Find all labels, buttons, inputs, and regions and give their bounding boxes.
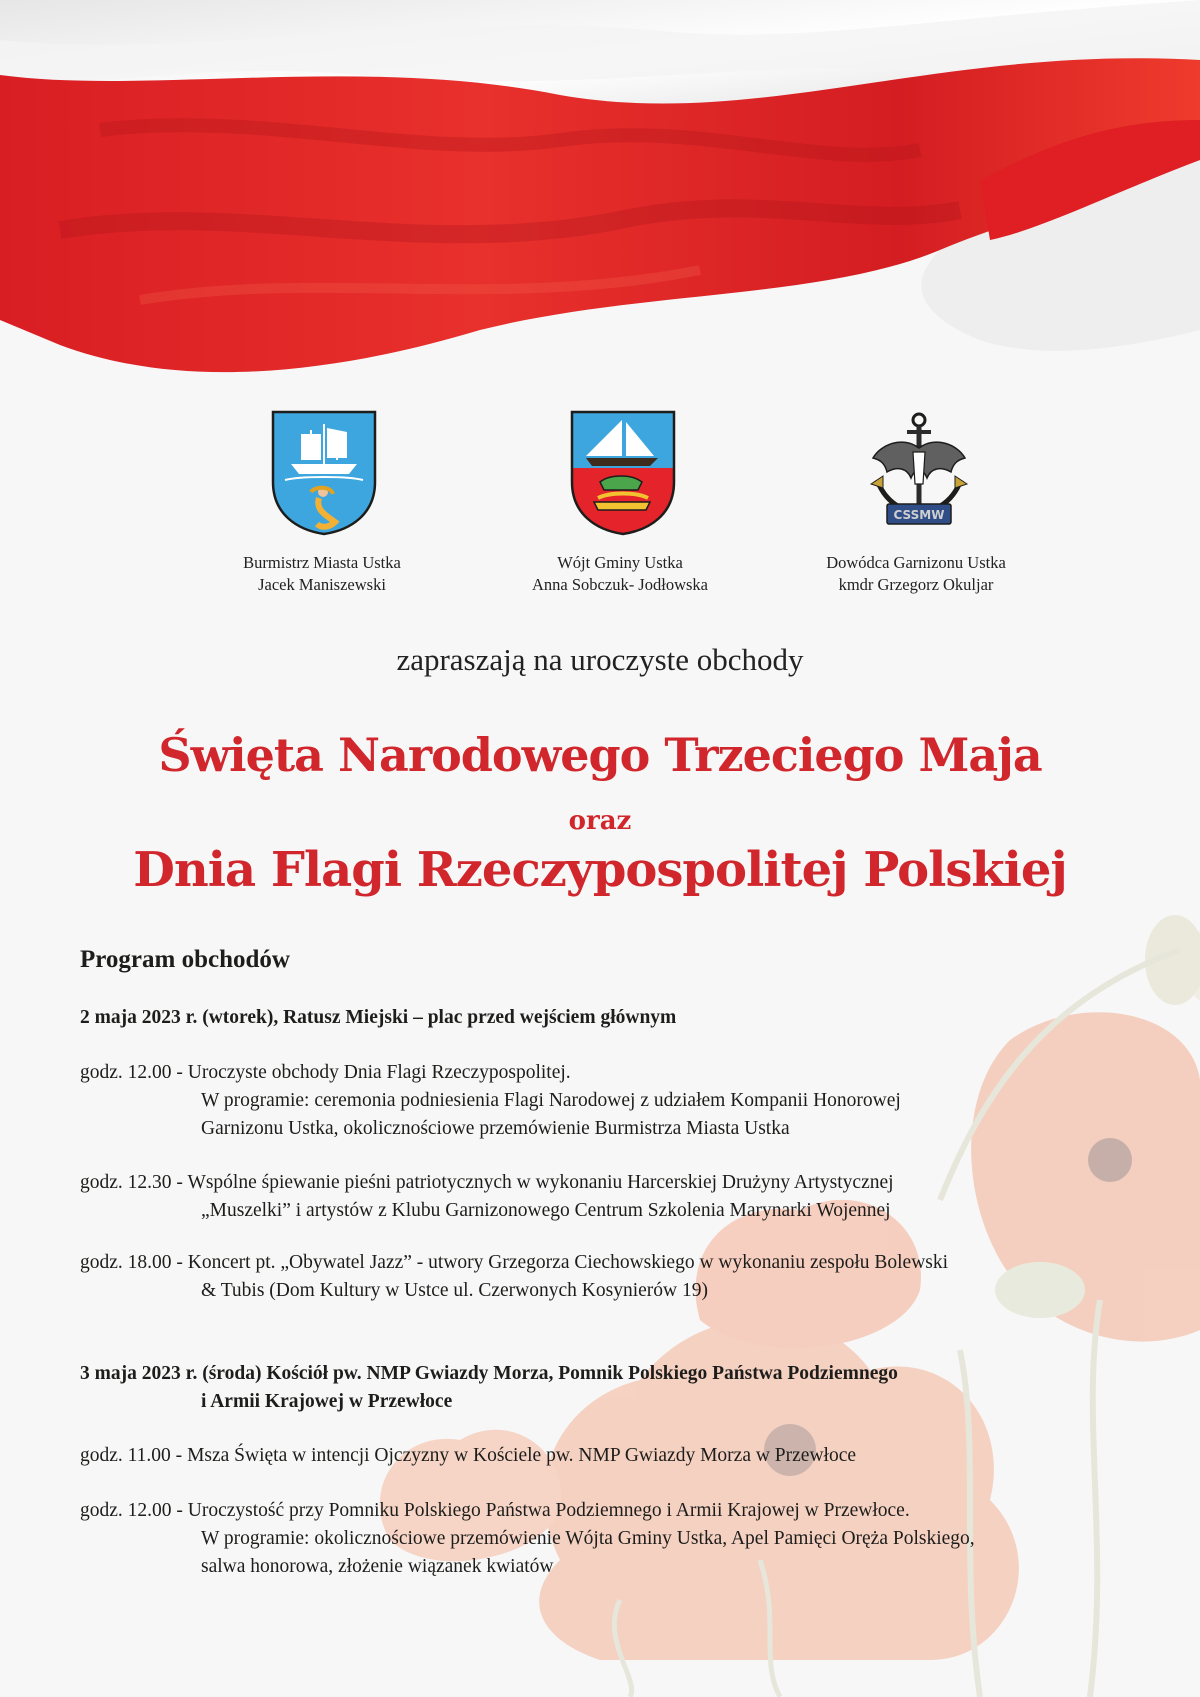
event-description: Koncert pt. „Obywatel Jazz” - utwory Grzegorza Ciechowskiego w wykonaniu zespołu Bolewski — [187, 1252, 949, 1273]
organizer-commune-head — [490, 552, 750, 596]
event-description: W programie: ceremonia podniesienia Flagi Narodowej z udziałem Kompanii Honorowej — [201, 1090, 901, 1111]
day-heading — [80, 1360, 898, 1416]
event-description: Uroczystość przy Pomniku Polskiego Państwa Podziemnego i Armii Krajowej w Przewłoce. — [187, 1500, 910, 1521]
event-time: godz. 12.00 - — [80, 1062, 183, 1083]
event-description: W programie: okolicznościowe przemówienie Wójta Gminy Ustka, Apel Pamięci Oręża Polskiego, — [201, 1528, 975, 1549]
event-time: godz. 18.00 - — [80, 1252, 183, 1273]
day-heading-line: 3 maja 2023 r. (środa) Kościół pw. NMP Gwiazdy Morza, Pomnik Polskiego Państwa Podziemnego — [80, 1363, 898, 1384]
organizer-garrison-commander — [786, 552, 1046, 596]
day-heading-line: 2 maja 2023 r. (wtorek), Ratusz Miejski – plac przed wejściem głównym — [80, 1007, 677, 1028]
program-event — [80, 1249, 948, 1305]
program-event — [80, 1169, 894, 1225]
organizer-role: Burmistrz Miasta Ustka — [243, 553, 401, 572]
program-event — [80, 1497, 975, 1581]
event-time: godz. 12.30 - — [80, 1172, 183, 1193]
emblem-badge-text: CSSMW — [893, 508, 945, 522]
organizer-role: Wójt Gminy Ustka — [557, 553, 683, 572]
main-title-connector: oraz — [568, 806, 632, 836]
main-title-line2: Dnia Flagi Rzeczypospolitej Polskiej — [133, 842, 1067, 898]
day-heading-line: i Armii Krajowej w Przewłoce — [201, 1391, 453, 1412]
event-description: Msza Święta w intencji Ojczyzny w Kościele pw. NMP Gwiazdy Morza w Przewłoce — [187, 1445, 857, 1466]
organizer-name: Jacek Maniszewski — [258, 575, 386, 594]
organizer-town-mayor — [192, 552, 452, 596]
program-event — [80, 1442, 856, 1470]
organizer-name: kmdr Grzegorz Okuljar — [838, 575, 994, 594]
polish-flag-banner — [0, 0, 1200, 420]
event-time: godz. 11.00 - — [80, 1445, 183, 1466]
invitation-text: zapraszają na uroczyste obchody — [396, 642, 804, 677]
naval-training-centre-eagle-anchor-icon — [867, 408, 971, 538]
program-heading: Program obchodów — [80, 946, 290, 973]
program-event — [80, 1059, 901, 1143]
event-description: Uroczyste obchody Dnia Flagi Rzeczypospolitej. — [187, 1062, 571, 1083]
organizer-name: Anna Sobczuk- Jodłowska — [532, 575, 708, 594]
ustka-town-coat-of-arms-icon — [271, 410, 377, 536]
event-description: salwa honorowa, złożenie wiązanek kwiatów — [201, 1556, 554, 1577]
event-description: Garnizonu Ustka, okolicznościowe przemówienie Burmistrza Miasta Ustka — [201, 1118, 790, 1139]
organizer-role: Dowódca Garnizonu Ustka — [826, 553, 1006, 572]
event-time: godz. 12.00 - — [80, 1500, 183, 1521]
day-heading — [80, 1004, 676, 1032]
event-description: „Muszelki” i artystów z Klubu Garnizonowego Centrum Szkolenia Marynarki Wojennej — [201, 1200, 891, 1221]
ustka-commune-coat-of-arms-icon — [570, 410, 676, 536]
main-title-line1: Święta Narodowego Trzeciego Maja — [158, 728, 1042, 782]
event-description: Wspólne śpiewanie pieśni patriotycznych w wykonaniu Harcerskiej Drużyny Artystycznej — [187, 1172, 894, 1193]
event-description: & Tubis (Dom Kultury w Ustce ul. Czerwonych Kosynierów 19) — [201, 1280, 708, 1301]
